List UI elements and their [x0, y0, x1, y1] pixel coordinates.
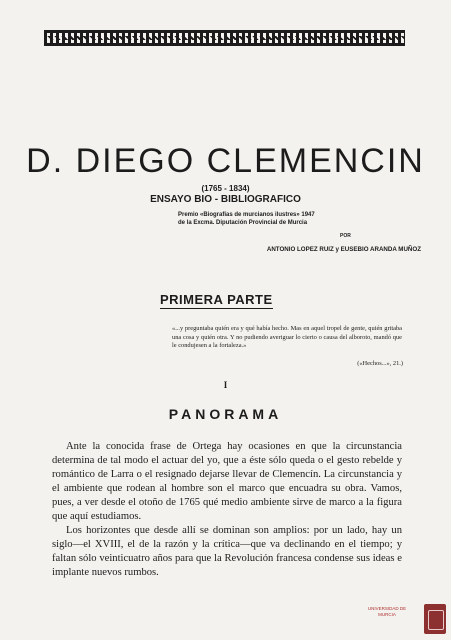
part-heading: PRIMERA PARTE	[160, 292, 273, 307]
award-note	[178, 211, 378, 227]
epigraph: «...y preguntaba quién era y qué había hecho. Mas en aquel tropel de gente, quién gritaba una cosa y quién otra. Y no pudiendo averiguar lo cierto o causa del alboroto, mandó que le condujesen a la fortaleza.»	[172, 325, 402, 349]
paragraph: Ante la conocida frase de Ortega hay ocasiones en que la circunstancia determina de tal modo el actuar del yo, que a éste sólo queda o el gesto rebelde y romántico de Larra o el resignado dejarse llevar de Clemencín. La circunstancia y el ambiente que rodean al hombre son el marco que encuadra su obra. Vamos, pues, a ver desde el otoño de 1765 qué medio ambiente sirve de marco a la figura que aquí estudiamos.	[52, 441, 402, 522]
page-title: D. DIEGO CLEMENCIN	[26, 142, 425, 180]
by-label: POR	[340, 233, 351, 239]
section-number: I	[223, 380, 228, 390]
university-seal-icon	[424, 604, 446, 634]
decorative-border	[44, 30, 405, 46]
subtitle: ENSAYO BIO - BIBLIOGRAFICO	[150, 194, 301, 205]
paragraph: Los horizontes que desde allí se dominan son amplios: por un lado, hay un siglo—el XVIII, el de la razón y la crítica—que va declinando en el tiempo; y faltan sólo veinticuatro años para que la Revolución francesa condense sus ideas e implante nuevos rumbos.	[52, 525, 402, 578]
watermark-line-2: MURCIA	[378, 611, 396, 617]
life-dates: (1765 - 1834)	[201, 184, 250, 193]
university-watermark	[357, 606, 417, 617]
section-title: PANORAMA	[168, 406, 283, 422]
award-line-1: Premio «Biografías de murcianos ilustres» 1947	[178, 212, 315, 218]
body-text	[52, 440, 402, 580]
watermark-line-1: UNIVERSIDAD DE	[367, 606, 407, 611]
authors: ANTONIO LOPEZ RUIZ y EUSEBIO ARANDA MUÑOZ	[266, 246, 421, 253]
award-line-2: de la Excma. Diputación Provincial de Murcia	[178, 220, 308, 226]
epigraph-citation: («Hechos...», 21.)	[357, 360, 403, 367]
